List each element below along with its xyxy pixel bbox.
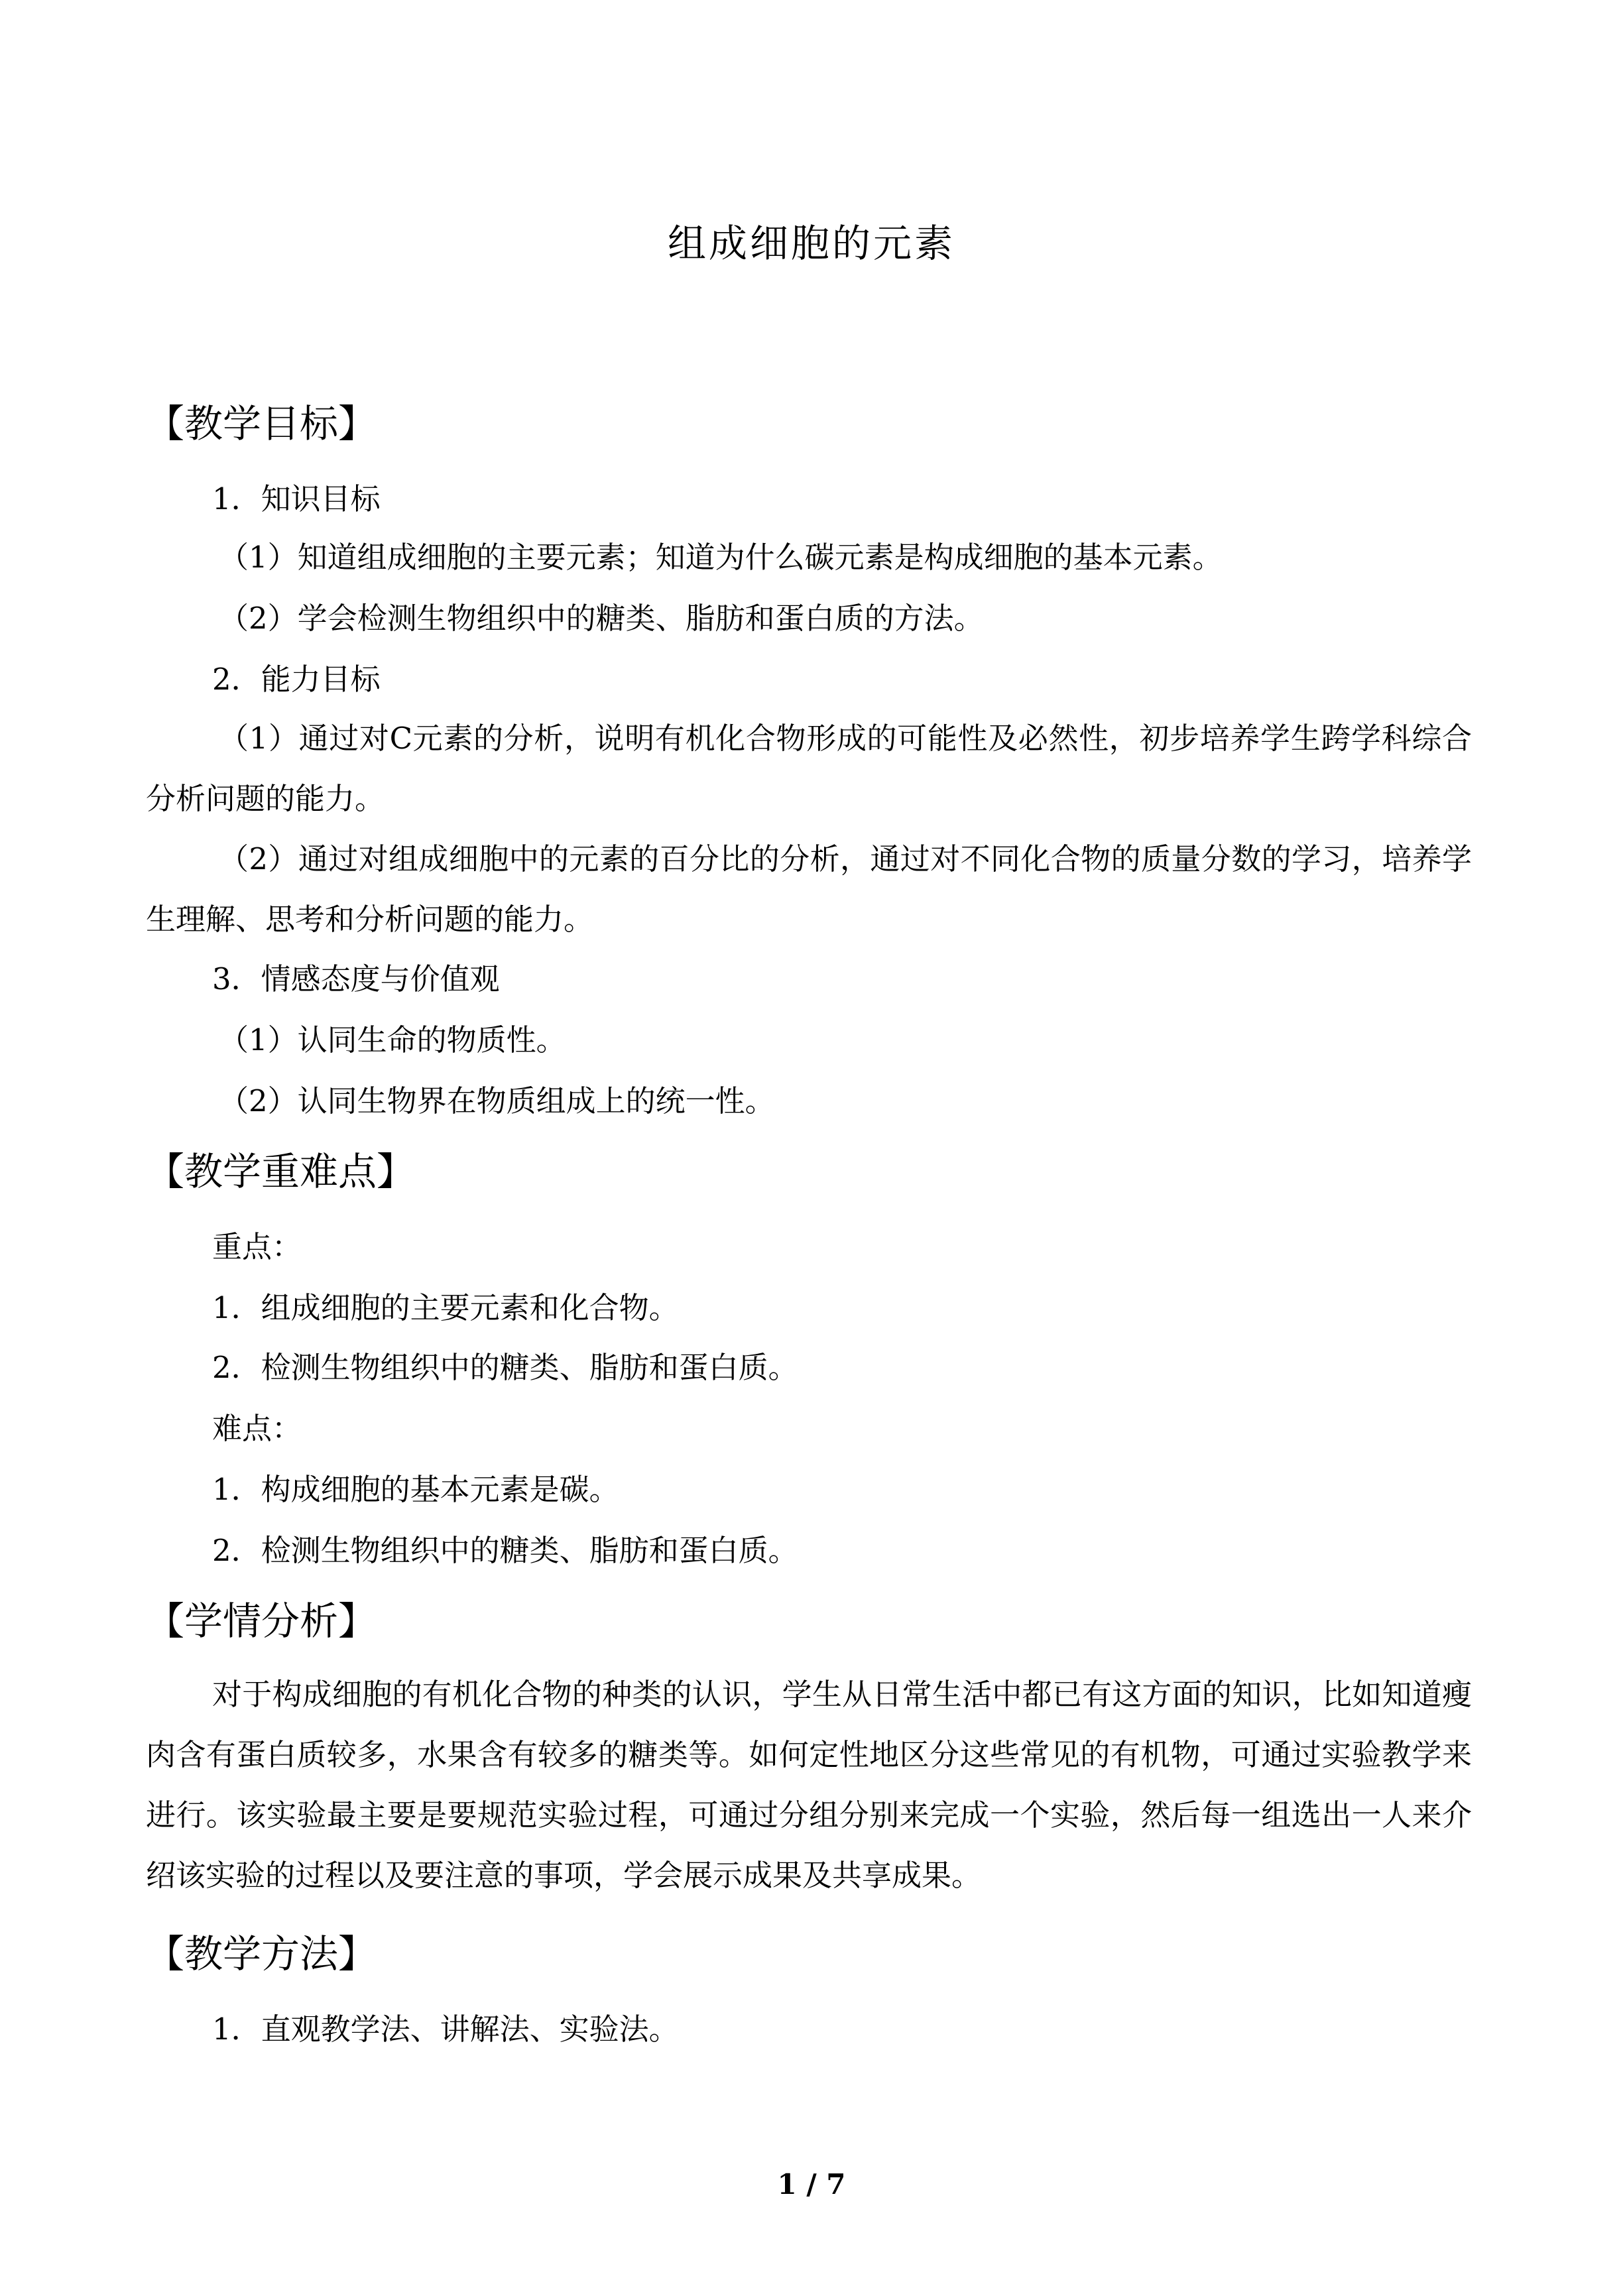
method-item-1: 1．直观教学法、讲解法、实验法。 [212, 2012, 679, 2047]
difficulty-item-2: 2．检测生物组织中的糖类、脂肪和蛋白质。 [212, 1533, 798, 1568]
difficulty-item-1: 1．构成细胞的基本元素是碳。 [212, 1472, 619, 1507]
ability-goal-item-2: （2）通过对组成细胞中的元素的百分比的分析，通过对不同化合物的质量分数的学习，培养学生理解、思考和分析问题的能力。 [146, 841, 1472, 937]
emotion-goal-item-2: （2）认同生物界在物质组成上的统一性。 [219, 1083, 775, 1118]
difficulty-label: 难点： [212, 1411, 302, 1446]
section-heading-objectives: 【教学目标】 [146, 401, 377, 446]
knowledge-goal-item-2: （2）学会检测生物组织中的糖类、脂肪和蛋白质的方法。 [219, 601, 984, 636]
knowledge-goal-item-1: （1）知道组成细胞的主要元素；知道为什么碳元素是构成细胞的基本元素。 [219, 540, 1223, 575]
section-heading-key-points: 【教学重难点】 [146, 1149, 416, 1194]
focus-label: 重点： [212, 1229, 302, 1264]
section-heading-methods: 【教学方法】 [146, 1931, 377, 1976]
focus-item-1: 1．组成细胞的主要元素和化合物。 [212, 1290, 679, 1325]
focus-item-2: 2．检测生物组织中的糖类、脂肪和蛋白质。 [212, 1350, 798, 1385]
page-number: 1 / 7 [777, 2168, 846, 2201]
ability-goal-item-1: （1）通过对C元素的分析，说明有机化合物形成的可能性及必然性，初步培养学生跨学科综合分析问题的能力。 [146, 721, 1472, 816]
document-title: 组成细胞的元素 [667, 221, 955, 266]
analysis-paragraph: 对于构成细胞的有机化合物的种类的认识，学生从日常生活中都已有这方面的知识，比如知道瘦肉含有蛋白质较多，水果含有较多的糖类等。如何定性地区分这些常见的有机物，可通过实验教学来进行。该实验最主要是要规范实验过程，可通过分组分别来完成一个实验，然后每一组选出一人来介绍该实验的过程以及要注意的事项，学会展示成果及共享成果。 [146, 1677, 1472, 1893]
section-heading-analysis: 【学情分析】 [146, 1599, 377, 1644]
ability-goal-label: 2．能力目标 [212, 662, 381, 697]
emotion-goal-label: 3．情感态度与价值观 [212, 961, 500, 997]
knowledge-goal-label: 1．知识目标 [212, 481, 381, 516]
emotion-goal-item-1: （1）认同生命的物质性。 [219, 1022, 566, 1057]
